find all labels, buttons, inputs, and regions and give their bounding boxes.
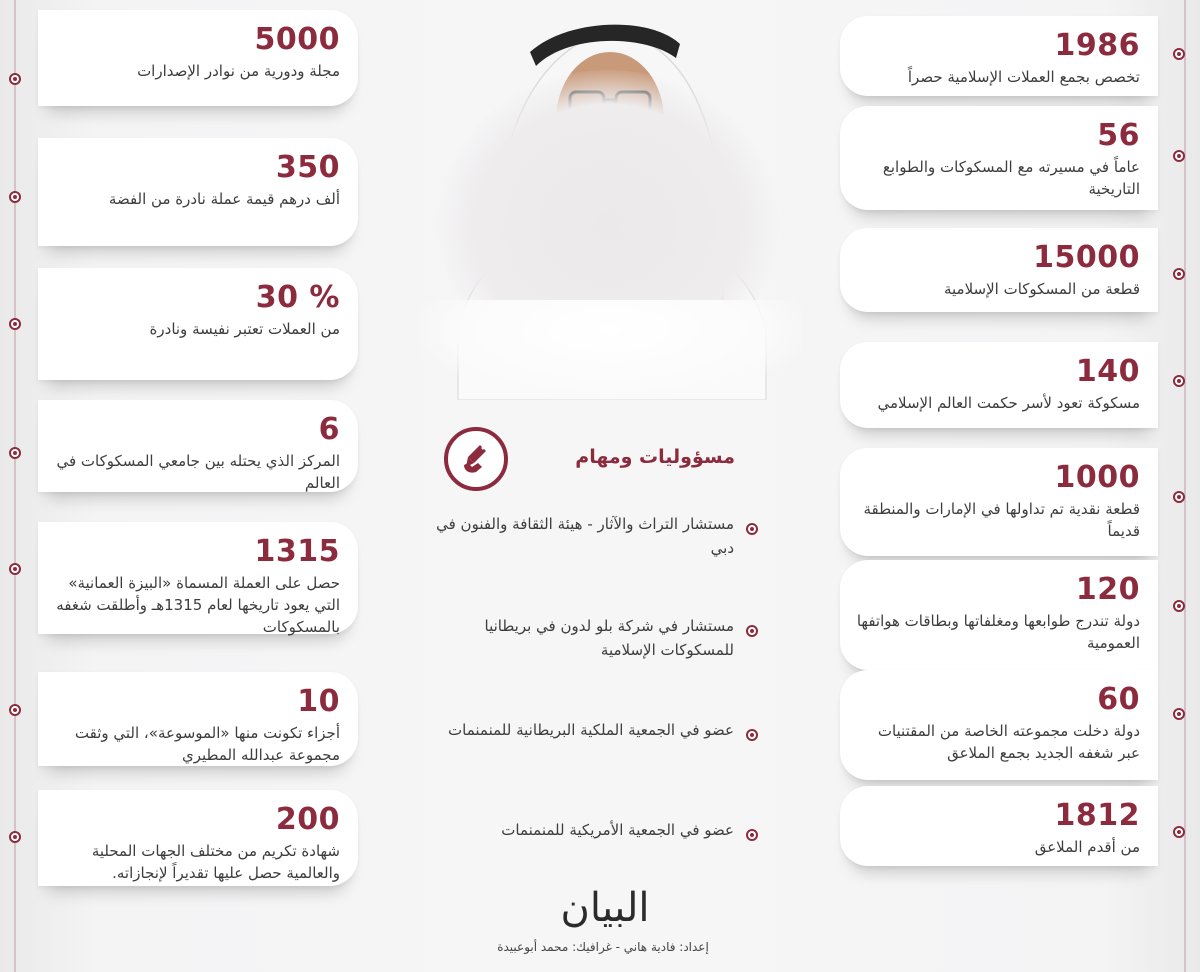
al-bayan-logo: البيان — [560, 885, 650, 931]
right-rail-dot — [1173, 600, 1185, 612]
left-rail-dot — [9, 73, 21, 85]
stat-card-right — [840, 670, 1158, 780]
stat-card-left — [38, 268, 358, 380]
stat-description: من أقدم الملاعق — [1034, 838, 1140, 856]
right-rail-line — [1184, 0, 1186, 972]
stat-number: 15000 — [1033, 240, 1140, 275]
portrait-cloud — [418, 300, 802, 400]
left-rail-dot — [9, 831, 21, 843]
bullet-icon — [746, 523, 758, 535]
stat-description: المركز الذي يحتله بين جامعي المسكوكات في العالم — [56, 452, 340, 492]
stat-description: دولة تندرج طوابعها ومغلفاتها وبطاقات هواتفها العمومية — [856, 612, 1140, 652]
stat-description: مسكوكة تعود لأسر حكمت العالم الإسلامي — [877, 394, 1140, 412]
bullet-icon — [746, 829, 758, 841]
stat-card-right — [840, 448, 1158, 556]
left-rail-dot — [9, 318, 21, 330]
stat-card-right — [840, 16, 1158, 96]
right-rail-dot — [1173, 491, 1185, 503]
stat-card-right — [840, 786, 1158, 866]
stat-description: من العملات تعتبر نفيسة ونادرة — [149, 320, 340, 338]
stat-description: حصل على العملة المسماة «البيزة العمانية» التي يعود تاريخها لعام 1315هـ وأطلقت شغفه بالمسكوكات — [56, 574, 340, 636]
stat-description: أجزاء تكونت منها «الموسوعة»، التي وثقت مجموعة عبدالله المطيري — [74, 724, 340, 764]
responsibility-item: عضو في الجمعية الأمريكية للمنمنمات — [501, 821, 734, 839]
stat-number: 6 — [318, 412, 340, 447]
stat-number: 140 — [1075, 354, 1140, 389]
stat-number: 30 % — [255, 280, 340, 315]
stat-number: 1000 — [1054, 460, 1140, 495]
stat-number: 60 — [1097, 682, 1140, 717]
stat-number: 1315 — [254, 534, 340, 569]
bullet-icon — [746, 729, 758, 741]
left-rail-dot — [9, 704, 21, 716]
stat-card-right — [840, 342, 1158, 428]
right-rail-dot — [1173, 826, 1185, 838]
stat-card-left — [38, 10, 358, 106]
stat-card-left — [38, 672, 358, 766]
stat-card-right — [840, 106, 1158, 210]
stat-card-left — [38, 138, 358, 246]
right-rail-dot — [1173, 48, 1185, 60]
stat-number: 120 — [1075, 572, 1140, 607]
stat-number: 1986 — [1054, 28, 1140, 63]
responsibility-item: مستشار في شركة بلو لدون في بريطانيا للمسكوكات الإسلامية — [484, 617, 734, 659]
right-rail-dot — [1173, 708, 1185, 720]
stat-card-left — [38, 522, 358, 634]
stat-card-right — [840, 228, 1158, 312]
stat-description: قطعة من المسكوكات الإسلامية — [943, 280, 1140, 298]
credits: إعداد: فادية هاني - غرافيك: محمد أبوعبيدة — [497, 940, 709, 954]
stat-number: 350 — [275, 150, 340, 185]
right-rail-dot — [1173, 150, 1185, 162]
bullet-icon — [746, 625, 758, 637]
right-rail-dot — [1173, 268, 1185, 280]
left-rail-dot — [9, 563, 21, 575]
person-portrait — [418, 0, 802, 400]
right-rail-dot — [1173, 375, 1185, 387]
responsibility-item: مستشار التراث والآثار - هيئة الثقافة والفنون في دبي — [436, 515, 734, 557]
stat-number: 5000 — [254, 22, 340, 57]
stat-card-left — [38, 790, 358, 886]
responsibilities-title: مسؤوليات ومهام — [575, 446, 735, 468]
left-rail-line — [14, 0, 16, 972]
stat-description: مجلة ودورية من نوادر الإصدارات — [137, 62, 340, 80]
stat-description: دولة دخلت مجموعته الخاصة من المقتنيات عبر شغفه الجديد بجمع الملاعق — [877, 722, 1140, 762]
stat-number: 10 — [297, 684, 340, 719]
left-rail-dot — [9, 447, 21, 459]
stat-description: ألف درهم قيمة عملة نادرة من الفضة — [108, 190, 340, 208]
left-rail-dot — [9, 191, 21, 203]
stat-description: عاماً في مسيرته مع المسكوكات والطوابع التاريخية — [882, 158, 1140, 198]
stat-description: قطعة نقدية تم تداولها في الإمارات والمنطقة قديماً — [863, 500, 1140, 540]
stat-card-right — [840, 560, 1158, 670]
stat-number: 200 — [275, 802, 340, 837]
stat-description: شهادة تكريم من مختلف الجهات المحلية والعالمية حصل عليها تقديراً لإنجازاته. — [91, 842, 340, 882]
stat-description: تخصص بجمع العملات الإسلامية حصراً — [907, 68, 1140, 86]
stat-card-left — [38, 400, 358, 492]
stat-number: 56 — [1097, 118, 1140, 153]
responsibility-item: عضو في الجمعية الملكية البريطانية للمنمنمات — [448, 721, 734, 739]
stat-number: 1812 — [1054, 798, 1140, 833]
hand-pen-icon — [444, 427, 508, 491]
